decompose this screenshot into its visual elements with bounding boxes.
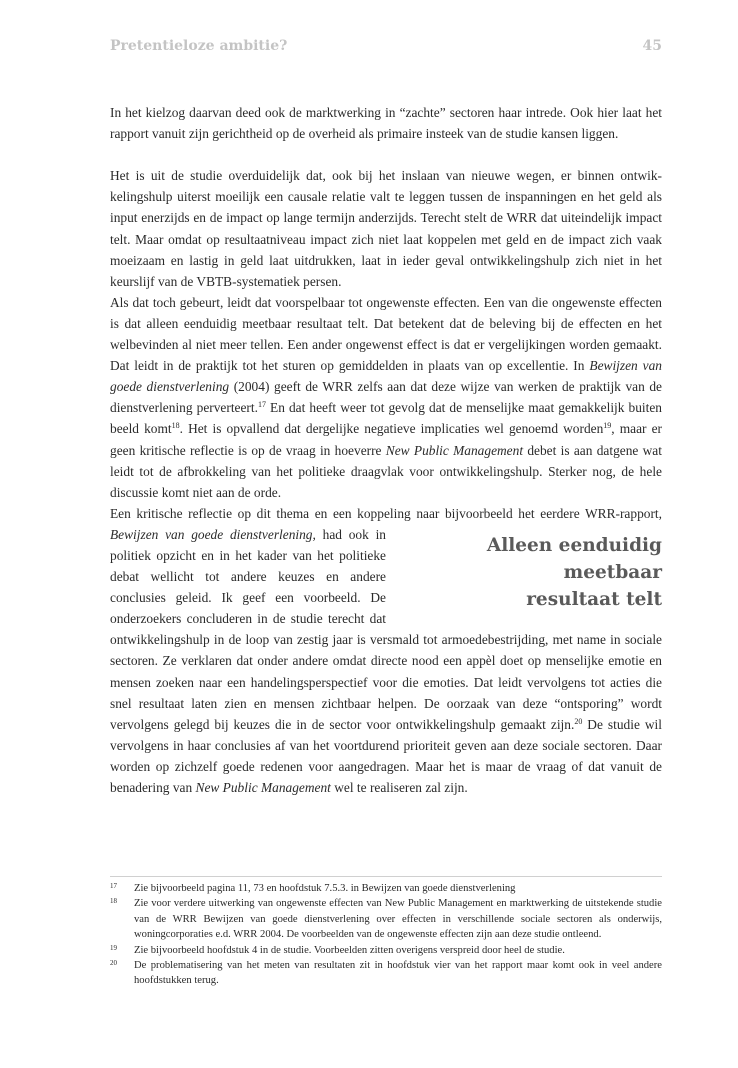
paragraph-4 <box>110 503 662 798</box>
footnote-number: 20 <box>110 959 117 968</box>
footnote-ref-19[interactable]: 19 <box>603 421 612 431</box>
footnote-text: De problematisering van het meten van resultaten zit in hoofdstuk vier van het rapport maar komt ook in veel andere hoofdstukken terug. <box>134 960 662 987</box>
footnote-number: 19 <box>110 943 117 952</box>
text-run: En dat heeft weer tot gevolg dat de menselijke maat gemakkelijk buiten beeld komt <box>110 400 663 437</box>
footnote-text: Zie voor verdere uitwerking van ongewenste effecten van New Public Management en marktwerking de uitstekende studie van de WRR Bewijzen van goede dienstverlening over effecten in verschillende sociale sectoren als onderwijs, woningcorporaties e.d. WRR 2004. De voorbeelden van de ongewenste effecten zijn aan deze studie ontleend. <box>134 898 662 941</box>
pull-quote-line-2: resultaat telt <box>526 588 662 610</box>
footnote-ref-17[interactable]: 17 <box>257 400 266 410</box>
footnote-text: Zie bijvoorbeeld hoofdstuk 4 in de studie. Voorbeelden zitten overigens verspreid door heel de studie. <box>134 944 565 956</box>
footnote-17 <box>110 881 662 896</box>
running-title: Pretentieloze ambitie? <box>110 38 288 54</box>
text-run: , maar er geen kritische reflectie is op de vraag in hoeverre <box>110 421 662 458</box>
footnote-ref-18[interactable]: 18 <box>171 421 180 431</box>
text-run: had ook in politiek opzicht en in het kader van het politieke debat wellicht tot andere keuzes en andere conclusies geleid. Ik geef een voorbeeld. De onderzoekers concluderen in de studie terecht dat ontwikkelingshulp in de loop van zestig jaar is versmald tot armoedebestrijding, met name in sociale sectoren. Ze verklaren dat onder andere omdat directe nood een appèl doet op menselijke emotie en mensen zoeken naar een handelingsperspectief voor die emoties. Dat leidt vervolgens tot acties die snel resultaat laten zien en mensen zichtbaar helpen. De oorzaak van deze “ontsporing” wordt vervolgens gelegd bij keuzes die in de sector voor ontwikkelingshulp gemaakt zijn. <box>110 526 662 732</box>
footnote-18 <box>110 896 662 942</box>
footnote-number: 17 <box>110 882 117 890</box>
italic-title: Bewijzen van goede dienstverlening <box>110 358 663 395</box>
text-run: (2004) geeft de WRR zelfs aan dat deze wijze van werken de praktijk van de dienstverlening perverteert. <box>110 379 663 416</box>
paragraph-3 <box>110 292 662 503</box>
text-run: De studie wil vervolgens in haar conclusies af van het voortdurend prioriteit geven aan deze sociale sectoren. Daar worden op zichzelf goede redenen voor aangedragen. Maar het is maar de vraag of dat vanuit de benadering van <box>110 716 662 795</box>
text-run: Als dat toch gebeurt, leidt dat voorspelbaar tot ongewenste effecten. Een van die ongewenste effecten is dat alleen eenduidig meetbaar resultaat telt. Dat betekent dat de beleving bij de effecten en het welbevinden al niet meer tellen. Een ander ongewenst effect is dat er vergelijkingen worden gemaakt. Dat leidt in de praktijk tot het sturen op gemiddelden in plaats van op excellentie. In <box>110 294 662 374</box>
footnote-number: 18 <box>110 897 117 906</box>
italic-term: New Public Management <box>195 780 331 795</box>
italic-title: Bewijzen van goede dienstverlening, <box>110 526 316 542</box>
pull-quote-line-1: Alleen eenduidig meetbaar <box>486 534 662 583</box>
text-run: wel te realiseren zal zijn. <box>330 780 468 795</box>
paragraph-1: In het kielzog daarvan deed ook de marktwerking in “zachte” sectoren haar intrede. Ook hier laat het rapport vanuit zijn gerichtheid op de overheid als primaire insteek van de studie kansen liggen. <box>110 105 662 142</box>
text-run: . Het is opvallend dat dergelijke negatieve implicaties wel genoemd worden <box>179 421 604 437</box>
text-run: Een kritische reflectie op dit thema en een koppeling naar bijvoorbeeld het eerdere WRR-rapport, <box>110 505 662 521</box>
footnote-20 <box>110 958 662 989</box>
footnotes <box>110 881 662 989</box>
italic-term: New Public Management <box>385 442 524 458</box>
page-number: 45 <box>642 38 662 54</box>
running-header <box>110 38 662 60</box>
pull-quote <box>400 532 662 613</box>
text-run: debet is aan datgene wat leidt tot de afbrokkeling van het politieke draagvlak voor ontwikkelingshulp. Sterker nog, de hele discussie komt niet aan de orde. <box>110 442 662 500</box>
body-text <box>110 102 662 798</box>
footnote-ref-20[interactable]: 20 <box>574 716 583 726</box>
footnote-19 <box>110 943 662 958</box>
footnote-text: Zie bijvoorbeeld pagina 11, 73 en hoofdstuk 7.5.3. in Bewijzen van goede dienstverlening <box>134 883 516 894</box>
footnote-divider <box>110 876 662 877</box>
paragraph-2: Het is uit de studie overduidelijk dat, ook bij het inslaan van nieuwe wegen, er binnen ontwikkelingshulp uiterst moeilijk een causale relatie valt te leggen tussen de inspanningen en het geld als input enerzijds en de impact op lange termijn anderzijds. Terecht stelt de WRR dat uiteindelijk impact telt. Maar omdat op resultaatniveau impact zich niet laat koppelen met geld en de impact zich vaak moeizaam en lastig in geld laat uitdrukken, laat in ieder geval ontwikkelingshulp zich niet in het keurslijf van de VBTB-systematiek persen. <box>110 168 662 289</box>
